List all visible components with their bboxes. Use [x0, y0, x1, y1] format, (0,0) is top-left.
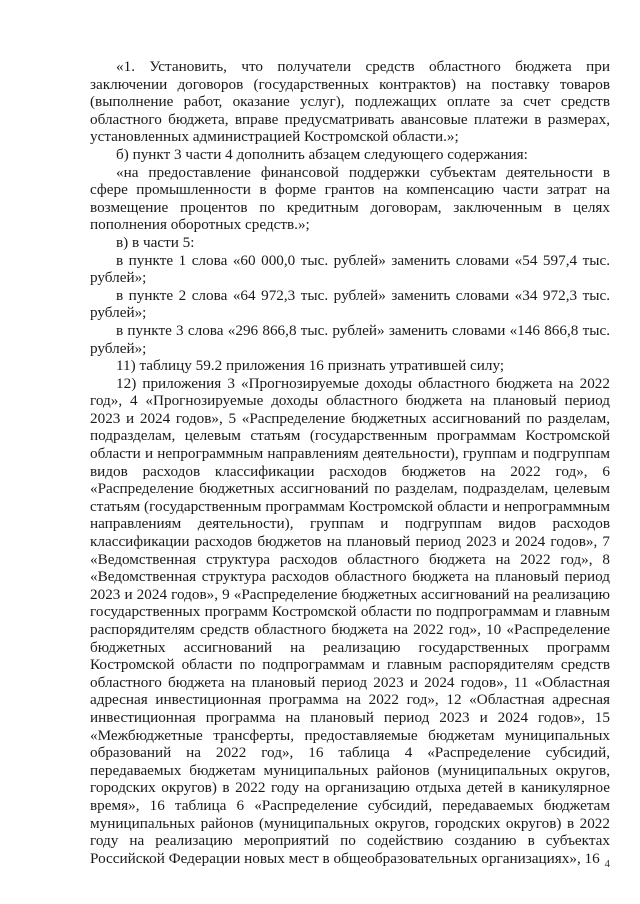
paragraph-point-1: в пункте 1 слова «60 000,0 тыс. рублей» заменить словами «54 597,4 тыс. рублей»;	[90, 251, 610, 287]
paragraph-item-v: в) в части 5:	[116, 233, 195, 251]
paragraph-point-2: в пункте 2 слова «64 972,3 тыс. рублей» заменить словами «34 972,3 тыс. рублей»;	[90, 286, 610, 322]
paragraph-item-b: б) пункт 3 части 4 дополнить абзацем следующего содержания:	[116, 145, 528, 163]
page-number: 4	[604, 858, 610, 870]
paragraph-quoted-addition: «на предоставление финансовой поддержки субъектам деятельности в сфере промышленности в форме грантов на компенсацию части затрат на возмещение процентов по кредитным договорам, заключенным в целях пополнения оборотных средств.»;	[90, 163, 610, 234]
paragraph-clause-1: «1. Установить, что получатели средств областного бюджета при заключении договоров (государственных контрактов) на поставку товаров (выполнение работ, оказание услуг), подлежащих оплате за счет средств областного бюджета, вправе предусматривать авансовые платежи в размерах, установленных администрацией Костромской области.»;	[90, 58, 610, 146]
document-body	[90, 58, 610, 867]
paragraph-item-12: 12) приложения 3 «Прогнозируемые доходы областного бюджета на 2022 год», 4 «Прогнозируемые доходы областного бюджета на плановый период 2023 и 2024 годов», 5 «Распределение бюджетных ассигнований по разделам, подразделам, целевым статьям (государственным программам Костромской области и непрограммным направлениям деятельности), группам и подгруппам видов расходов классификации расходов бюджетов на 2022 год», 6 «Распределение бюджетных ассигнований по разделам, подразделам, целевым статьям (государственным программам Костромской области и непрограммным направлениям деятельности), группам и подгруппам видов расходов классификации расходов бюджетов на плановый период 2023 и 2024 годов», 7 «Ведомственная структура расходов областного бюджета на 2022 год», 8 «Ведомственная структура расходов областного бюджета на плановый период 2023 и 2024 годов», 9 «Распределение бюджетных ассигнований на реализацию государственных программ Костромской области по подпрограммам и главным распорядителям средств областного бюджета на 2022 год», 10 «Распределение бюджетных ассигнований на реализацию государственных программ Костромской области по подпрограммам и главным распорядителям средств областного бюджета на плановый период 2023 и 2024 годов», 11 «Областная адресная инвестиционная программа на 2022 год», 12 «Областная адресная инвестиционная программа на плановый период 2023 и 2024 годов», 15 «Межбюджетные трансферты, предоставляемые бюджетам муниципальных образований на 2022 год», 16 таблица 4 «Распределение субсидий, передаваемых бюджетам муниципальных районов (муниципальных округов, городских округов) в 2022 году на организацию отдыха детей в каникулярное время», 16 таблица 6 «Распределение субсидий, передаваемых бюджетам муниципальных районов (муниципальных округов, городских округов) в 2022 году на реализацию мероприятий по содействию созданию в субъектах Российской Федерации новых мест в общеобразовательных организациях», 16	[90, 374, 610, 867]
paragraph-item-11: 11) таблицу 59.2 приложения 16 признать утратившей силу;	[116, 357, 505, 375]
paragraph-point-3: в пункте 3 слова «296 866,8 тыс. рублей» заменить словами «146 866,8 тыс. рублей»;	[90, 321, 610, 357]
